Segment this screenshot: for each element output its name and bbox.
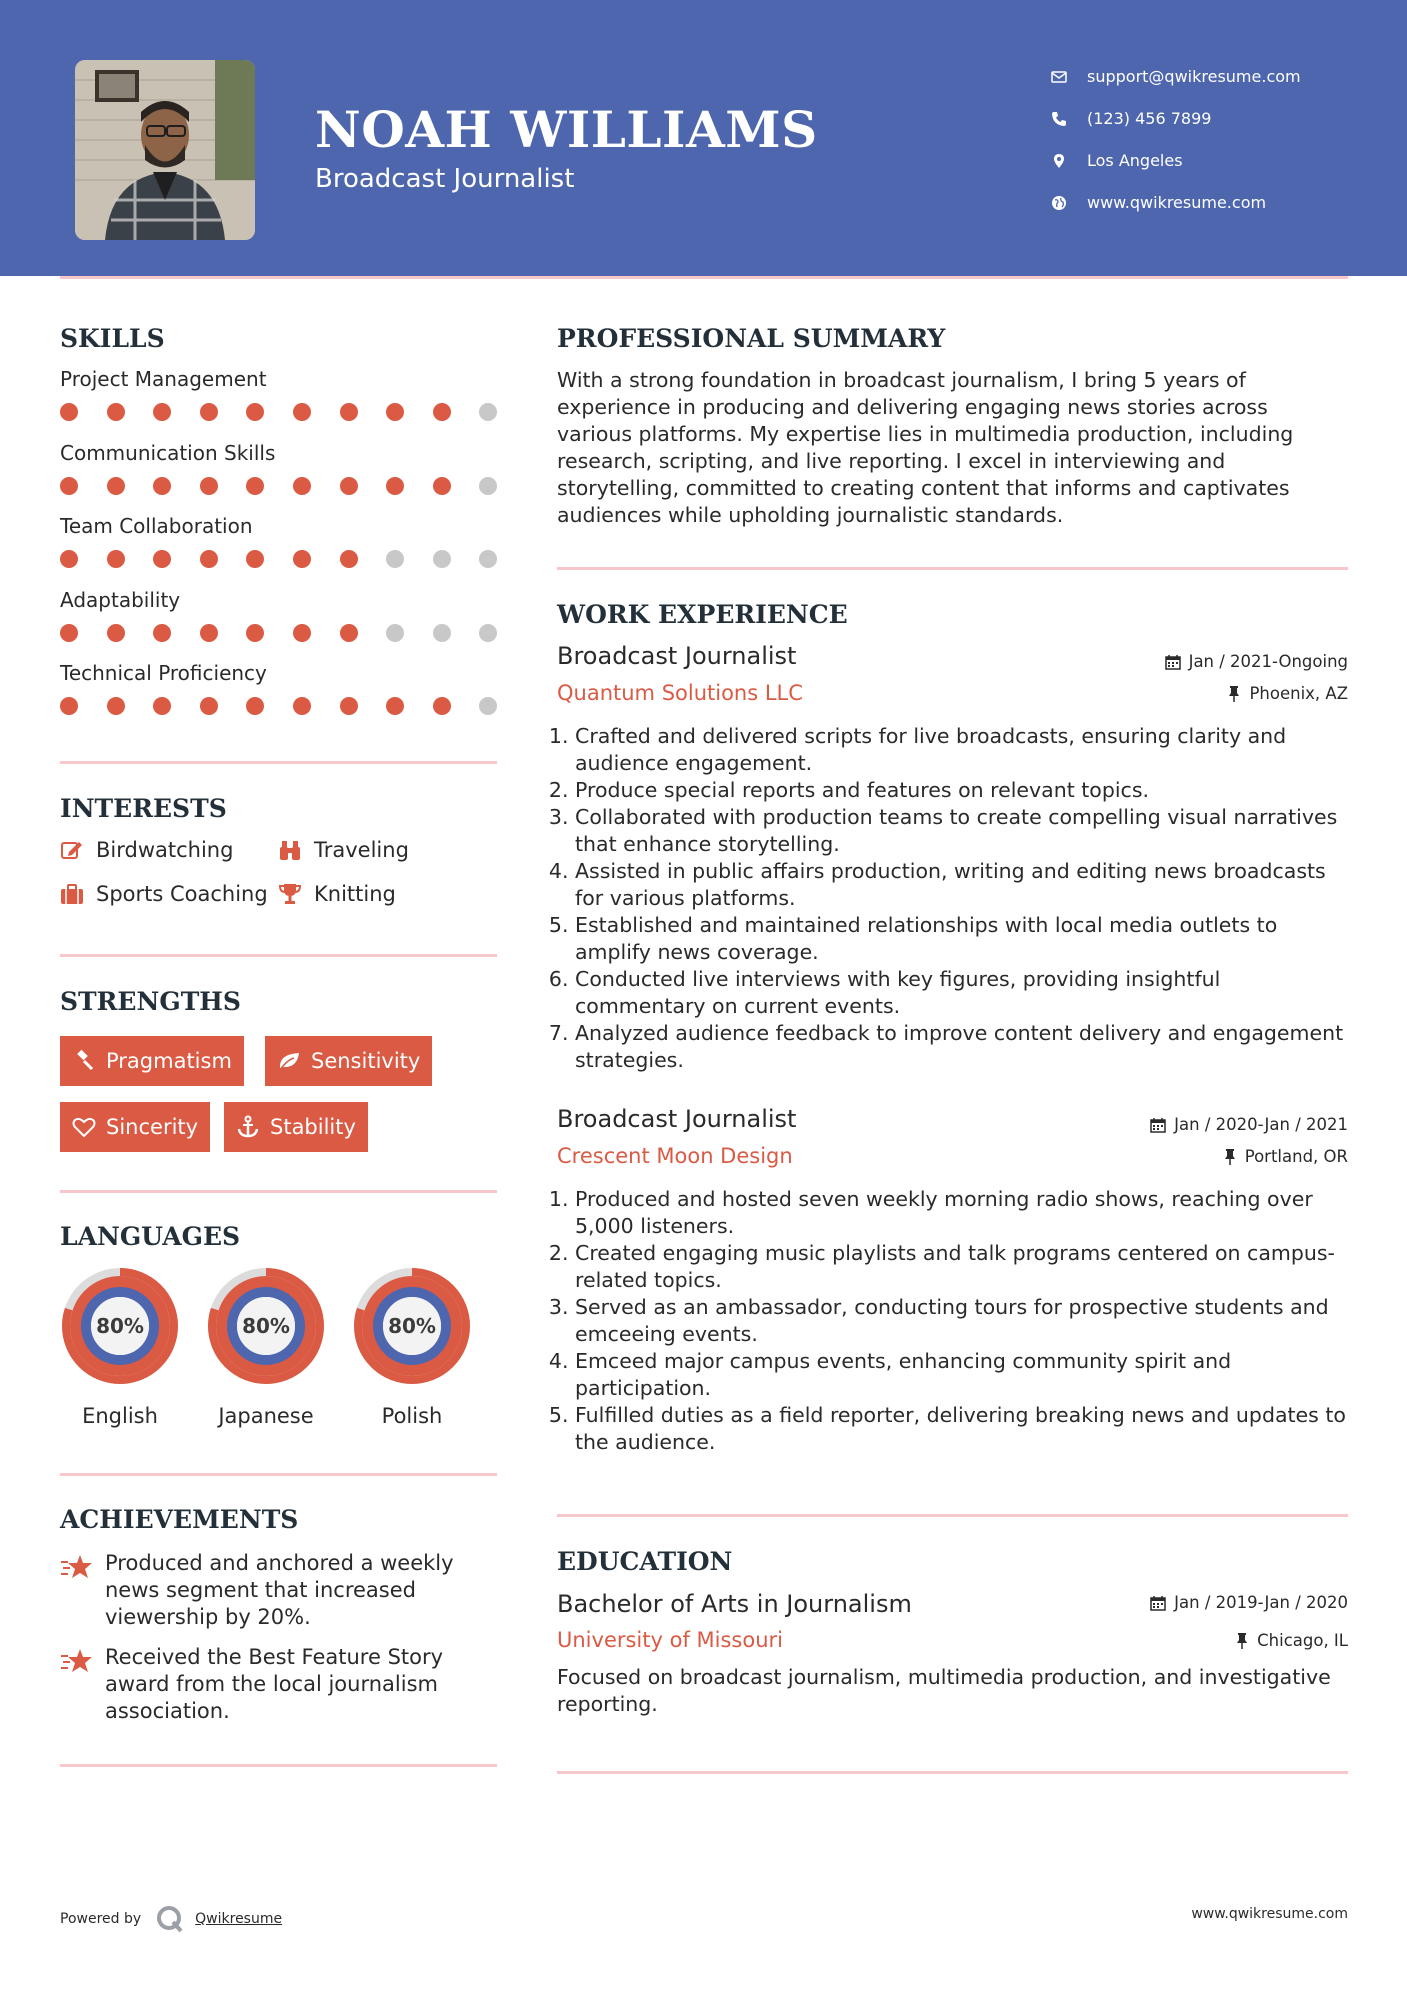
rating-dot-empty xyxy=(479,624,497,642)
job-location xyxy=(1223,1147,1348,1166)
education-location xyxy=(1235,1631,1348,1650)
skill-label: Adaptability xyxy=(60,587,181,612)
contact-phone-text: (123) 456 7899 xyxy=(1087,109,1212,128)
rating-dot-filled xyxy=(153,550,171,568)
skill-label: Technical Proficiency xyxy=(60,661,267,685)
rating-dot-filled xyxy=(246,477,264,495)
language-item xyxy=(350,1264,474,1428)
skills-title: SKILLS xyxy=(60,324,165,353)
strength-label: Pragmatism xyxy=(106,1049,232,1073)
rating-dot-filled xyxy=(293,624,311,642)
duty-item: 1. Produced and hosted seven weekly morning radio shows, reaching over 5,000 listeners. xyxy=(575,1186,1357,1240)
contact-email-text: support@qwikresume.com xyxy=(1087,67,1301,86)
contact-location-text: Los Angeles xyxy=(1087,151,1183,170)
calendar-icon xyxy=(1150,1117,1166,1133)
language-name: Japanese xyxy=(218,1404,314,1428)
duty-item: 5. Fulfilled duties as a field reporter, delivering breaking news and updates to the audience. xyxy=(575,1402,1357,1456)
pushpin-icon xyxy=(1227,686,1241,702)
language-item xyxy=(58,1264,182,1428)
contact-website-text: www.qwikresume.com xyxy=(1087,193,1267,212)
language-name: English xyxy=(82,1404,158,1428)
rating-dot-filled xyxy=(107,550,125,568)
duty-item: 4. Assisted in public affairs production, writing and editing news broadcasts for various platforms. xyxy=(575,858,1357,912)
footer-powered xyxy=(60,1904,282,1934)
rating-dot-empty xyxy=(479,477,497,495)
education-school: University of Missouri xyxy=(557,1628,783,1652)
rating-dot-empty xyxy=(386,550,404,568)
rating-dot-filled xyxy=(293,403,311,421)
gavel-icon xyxy=(72,1049,96,1073)
education-title: EDUCATION xyxy=(557,1547,733,1576)
powered-by-text: Powered by xyxy=(60,1911,142,1927)
rating-dot-filled xyxy=(107,624,125,642)
interest-label: Traveling xyxy=(314,838,409,862)
phone-icon xyxy=(1050,110,1068,128)
language-percent: 80% xyxy=(388,1314,436,1338)
duty-item: 5. Established and maintained relationships with local media outlets to amplify news coverage. xyxy=(575,912,1357,966)
rating-dot-filled xyxy=(340,624,358,642)
interest-item xyxy=(278,838,409,862)
strength-tag xyxy=(265,1036,432,1086)
calendar-icon xyxy=(1150,1595,1166,1611)
duty-item: 4. Emceed major campus events, enhancing community spirit and participation. xyxy=(575,1348,1357,1402)
rating-dot-filled xyxy=(340,697,358,715)
rating-dot-filled xyxy=(200,403,218,421)
section-divider xyxy=(557,567,1348,570)
star-badge-icon xyxy=(60,1648,94,1676)
duty-item: 2. Created engaging music playlists and talk programs centered on campus-related topics. xyxy=(575,1240,1357,1294)
rating-dot-filled xyxy=(293,477,311,495)
achievement-text: Produced and anchored a weekly news segment that increased viewership by 20%. xyxy=(105,1551,454,1629)
calendar-icon xyxy=(1165,654,1181,670)
experience-title: WORK EXPERIENCE xyxy=(557,600,848,629)
leaf-icon xyxy=(277,1050,301,1072)
job-dates xyxy=(1165,652,1348,671)
interest-item xyxy=(278,882,396,906)
achievement-text: Received the Best Feature Story award from the local journalism association. xyxy=(105,1645,444,1723)
section-divider xyxy=(557,1771,1348,1774)
globe-icon xyxy=(1050,194,1068,212)
rating-dot-filled xyxy=(107,403,125,421)
skill-label: Team Collaboration xyxy=(60,514,253,538)
skill-label: Project Management xyxy=(60,367,267,391)
skill-rating xyxy=(60,477,526,495)
section-divider xyxy=(557,1514,1348,1517)
strength-label: Stability xyxy=(270,1115,356,1139)
candidate-name: NOAH WILLIAMS xyxy=(315,100,818,159)
job-company: Quantum Solutions LLC xyxy=(557,681,803,705)
rating-dot-filled xyxy=(153,624,171,642)
brand-link[interactable]: Qwikresume xyxy=(195,1911,283,1927)
rating-dot-filled xyxy=(60,477,78,495)
rating-dot-filled xyxy=(200,477,218,495)
rating-dot-filled xyxy=(153,477,171,495)
education-dates xyxy=(1150,1593,1348,1612)
rating-dot-filled xyxy=(200,550,218,568)
duty-item: 6. Conducted live interviews with key figures, providing insightful commentary on current events. xyxy=(575,966,1357,1020)
language-donut xyxy=(58,1264,182,1388)
header-banner xyxy=(0,0,1407,276)
strength-label: Sincerity xyxy=(106,1115,199,1139)
rating-dot-empty xyxy=(479,697,497,715)
rating-dot-filled xyxy=(200,697,218,715)
rating-dot-filled xyxy=(433,403,451,421)
job-duties xyxy=(557,1186,1357,1456)
achievements-title: ACHIEVEMENTS xyxy=(60,1505,299,1534)
job-dates xyxy=(1150,1115,1348,1134)
summary-title: PROFESSIONAL SUMMARY xyxy=(557,324,946,353)
envelope-icon xyxy=(1050,68,1068,86)
star-badge-icon xyxy=(60,1554,94,1582)
strengths-title: STRENGTHS xyxy=(60,987,241,1016)
language-donut xyxy=(204,1264,328,1388)
education-location-text: Chicago, IL xyxy=(1257,1631,1348,1650)
edit-icon xyxy=(60,839,84,861)
candidate-role: Broadcast Journalist xyxy=(315,164,575,194)
skill-rating xyxy=(60,697,526,715)
skill-rating xyxy=(60,624,526,642)
summary-text: With a strong foundation in broadcast journalism, I bring 5 years of experience in producing and delivering engaging news stories across various platforms. My expertise lies in multimedia production, including research, scripting, and live reporting. I excel in interviewing and storytelling, committed to creating content that informs and captivates audiences while upholding journalistic standards. xyxy=(557,368,1294,527)
interest-label: Knitting xyxy=(314,882,396,906)
pushpin-icon xyxy=(1235,1633,1249,1649)
job-location-text: Portland, OR xyxy=(1244,1147,1348,1166)
rating-dot-filled xyxy=(246,550,264,568)
rating-dot-filled xyxy=(153,403,171,421)
rating-dot-empty xyxy=(479,403,497,421)
rating-dot-empty xyxy=(433,550,451,568)
education-degree: Bachelor of Arts in Journalism xyxy=(557,1590,912,1618)
rating-dot-filled xyxy=(60,403,78,421)
skill-rating xyxy=(60,550,526,568)
trophy-icon xyxy=(278,882,302,906)
job-title: Broadcast Journalist xyxy=(557,1105,797,1133)
rating-dot-empty xyxy=(386,624,404,642)
strength-tag xyxy=(224,1102,368,1152)
rating-dot-filled xyxy=(60,624,78,642)
rating-dot-filled xyxy=(200,624,218,642)
section-divider xyxy=(60,954,497,957)
qwikresume-logo-icon xyxy=(155,1904,185,1934)
rating-dot-filled xyxy=(386,403,404,421)
map-pin-icon xyxy=(1050,152,1068,170)
rating-dot-filled xyxy=(107,477,125,495)
rating-dot-empty xyxy=(479,550,497,568)
rating-dot-filled xyxy=(107,697,125,715)
heart-icon xyxy=(72,1116,96,1138)
education-dates-text: Jan / 2019-Jan / 2020 xyxy=(1174,1593,1348,1612)
rating-dot-filled xyxy=(340,403,358,421)
binoculars-icon xyxy=(278,838,302,862)
rating-dot-filled xyxy=(246,624,264,642)
language-percent: 80% xyxy=(242,1314,290,1338)
skill-label: Communication Skills xyxy=(60,440,276,465)
briefcase-icon xyxy=(60,883,84,905)
interest-label: Sports Coaching xyxy=(96,882,268,906)
section-divider xyxy=(60,761,497,764)
duty-item: 7. Analyzed audience feedback to improve content delivery and engagement strategies. xyxy=(575,1020,1357,1074)
section-divider xyxy=(60,1473,497,1476)
interest-item xyxy=(60,838,233,862)
language-donut xyxy=(350,1264,474,1388)
rating-dot-filled xyxy=(60,550,78,568)
pushpin-icon xyxy=(1223,1149,1237,1165)
rating-dot-filled xyxy=(340,477,358,495)
job-duties xyxy=(557,723,1357,1074)
rating-dot-filled xyxy=(386,697,404,715)
rating-dot-filled xyxy=(60,697,78,715)
language-item xyxy=(204,1264,328,1428)
duty-item: 3. Served as an ambassador, conducting tours for prospective students and emceeing events. xyxy=(575,1294,1357,1348)
duty-item: 2. Produce special reports and features on relevant topics. xyxy=(575,777,1357,804)
strength-tag xyxy=(60,1036,244,1086)
duty-item: 1. Crafted and delivered scripts for live broadcasts, ensuring clarity and audience engagement. xyxy=(575,723,1357,777)
profile-photo xyxy=(75,60,255,240)
rating-dot-empty xyxy=(433,624,451,642)
job-dates-text: Jan / 2021-Ongoing xyxy=(1188,652,1348,671)
rating-dot-filled xyxy=(293,697,311,715)
anchor-icon xyxy=(236,1115,260,1139)
job-location xyxy=(1227,684,1348,703)
rating-dot-filled xyxy=(386,477,404,495)
rating-dot-filled xyxy=(293,550,311,568)
strength-tag xyxy=(60,1102,210,1152)
education-description: Focused on broadcast journalism, multimedia production, and investigative reporting. xyxy=(557,1665,1331,1716)
header-divider xyxy=(60,276,1348,279)
duty-item: 3. Collaborated with production teams to create compelling visual narratives that enhance storytelling. xyxy=(575,804,1357,858)
language-name: Polish xyxy=(381,1404,443,1428)
rating-dot-filled xyxy=(246,697,264,715)
job-dates-text: Jan / 2020-Jan / 2021 xyxy=(1174,1115,1348,1134)
interest-item xyxy=(60,882,268,906)
interest-label: Birdwatching xyxy=(96,838,234,862)
skill-rating xyxy=(60,403,526,421)
rating-dot-filled xyxy=(340,550,358,568)
job-company: Crescent Moon Design xyxy=(557,1144,793,1168)
language-percent: 80% xyxy=(96,1314,144,1338)
section-divider xyxy=(60,1764,497,1767)
footer-website[interactable]: www.qwikresume.com xyxy=(1191,1906,1348,1922)
rating-dot-filled xyxy=(246,403,264,421)
section-divider xyxy=(60,1190,497,1193)
rating-dot-filled xyxy=(153,697,171,715)
languages-title: LANGUAGES xyxy=(60,1222,241,1251)
strength-label: Sensitivity xyxy=(311,1049,421,1073)
job-title: Broadcast Journalist xyxy=(557,642,797,670)
rating-dot-filled xyxy=(433,477,451,495)
rating-dot-filled xyxy=(433,697,451,715)
interests-title: INTERESTS xyxy=(60,794,227,823)
job-location-text: Phoenix, AZ xyxy=(1249,684,1348,703)
